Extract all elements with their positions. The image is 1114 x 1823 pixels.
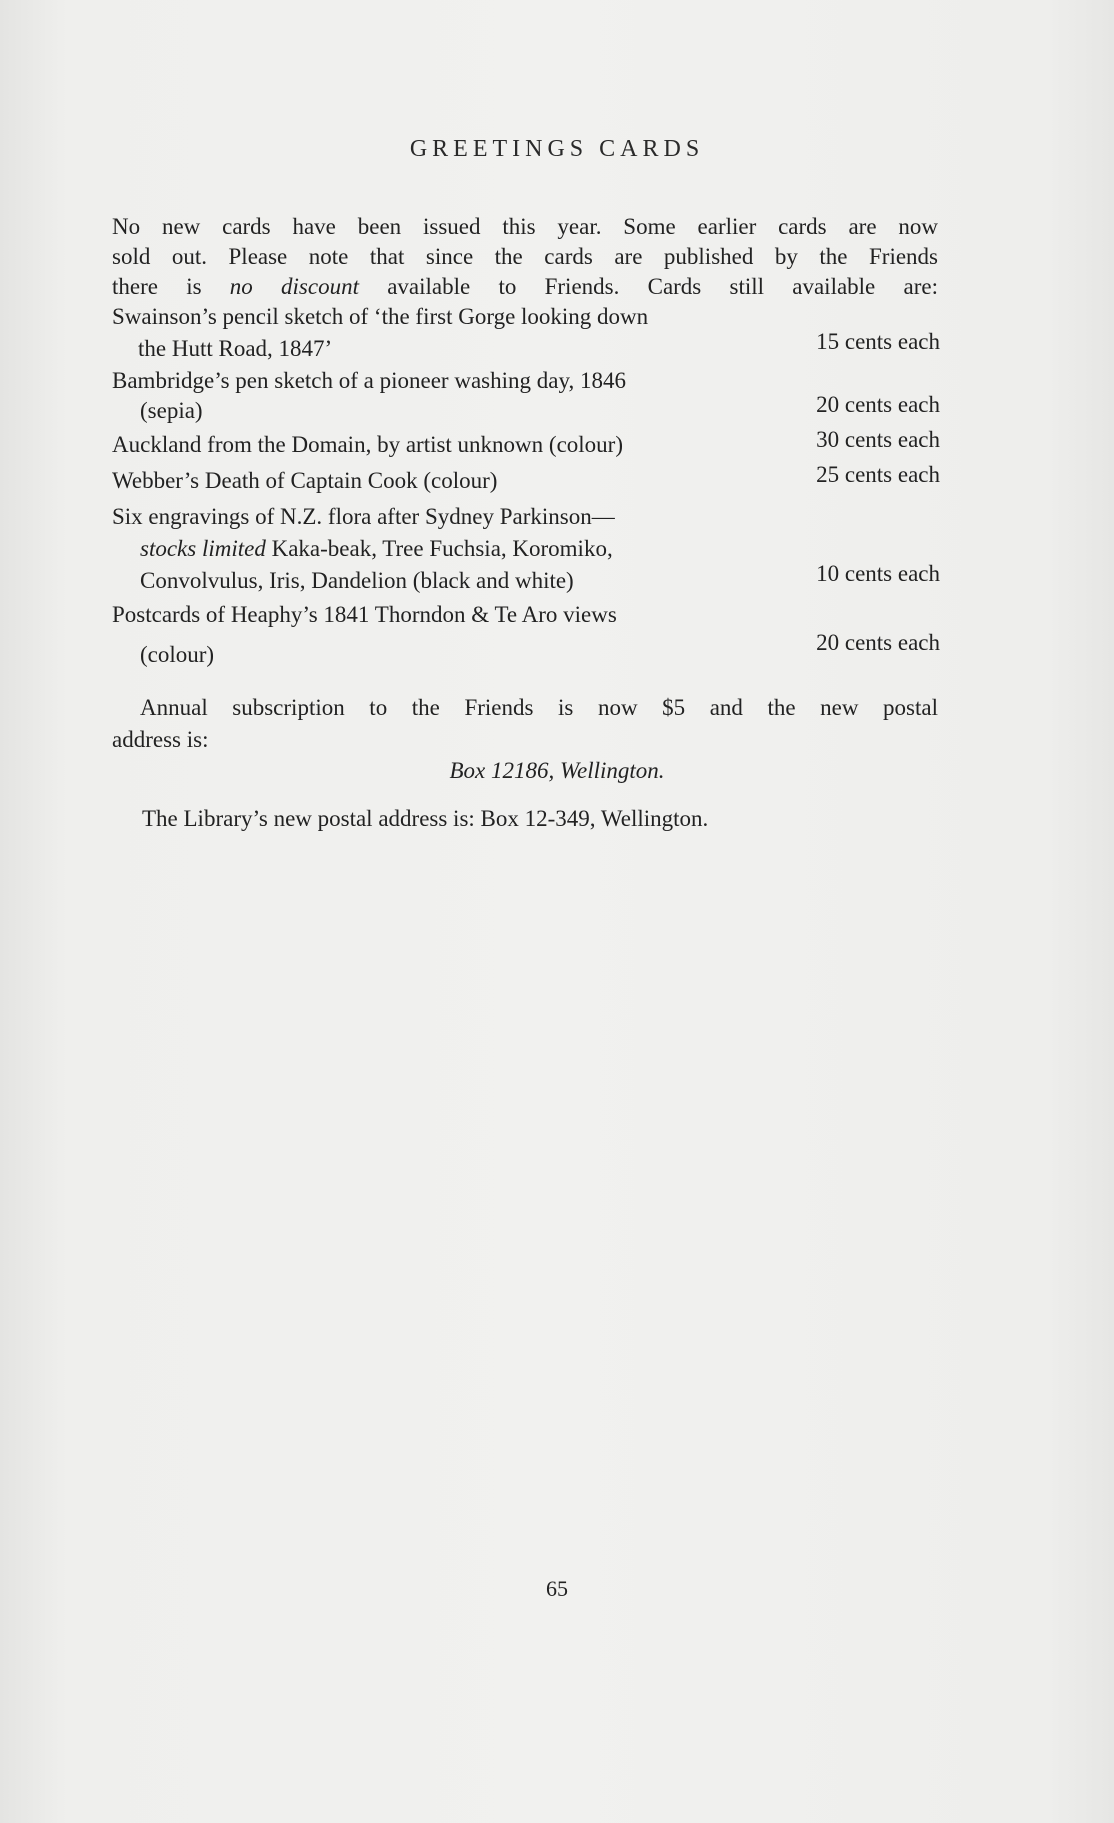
item-6-line-2: (colour) [140, 642, 215, 667]
subscription-paragraph [112, 693, 938, 723]
item-5-line-1: Six engravings of N.Z. flora after Sydney Parkinson— [112, 504, 615, 529]
item-4-price: 25 cents each [816, 462, 940, 487]
item-2-line-2: (sepia) [140, 398, 203, 423]
item-6-price: 20 cents each [816, 630, 940, 655]
item-5-price: 10 cents each [816, 561, 940, 586]
item-3-line-1: Auckland from the Domain, by artist unknown (colour) [112, 432, 623, 457]
item-5-line-3: Convolvulus, Iris, Dandelion (black and white) [140, 568, 574, 593]
intro-line-1: No new cards have been issued this year. Some earlier cards are now [112, 214, 938, 239]
library-postal-address: The Library’s new postal address is: Box 12-349, Wellington. [142, 806, 709, 831]
item-1-price: 15 cents each [816, 329, 940, 354]
intro-line-3 [112, 272, 938, 302]
item-1-line-1: Swainson’s pencil sketch of ‘the first Gorge looking down [112, 304, 649, 329]
page-title: GREETINGS CARDS [409, 136, 705, 162]
friends-postal-address: Box 12186, Wellington. [449, 758, 665, 783]
item-3-price: 30 cents each [816, 427, 940, 452]
page-number: 65 [546, 1576, 568, 1601]
item-2-price: 20 cents each [816, 392, 940, 417]
item-2-line-1: Bambridge’s pen sketch of a pioneer washing day, 1846 [112, 368, 626, 393]
item-4-line-1: Webber’s Death of Captain Cook (colour) [112, 468, 498, 493]
no-discount-emphasis: no discount [229, 274, 359, 299]
item-5-line-2-post: Kaka-beak, Tree Fuchsia, Koromiko, [265, 536, 613, 561]
item-5-line-2 [140, 534, 613, 564]
item-6-line-1: Postcards of Heaphy’s 1841 Thorndon & Te Aro views [112, 602, 617, 627]
subscription-line-2: address is: [112, 727, 209, 752]
subscription-line-1: Annual subscription to the Friends is now $5 and the new postal [140, 695, 938, 720]
item-1-line-2: the Hutt Road, 1847’ [138, 336, 333, 361]
intro-line-3-post: available to Friends. Cards still available are: [358, 274, 938, 299]
intro-paragraph [112, 212, 938, 302]
intro-line-3-pre: there is [112, 274, 230, 299]
intro-line-2: sold out. Please note that since the cards are published by the Friends [112, 244, 938, 269]
stocks-limited-emphasis: stocks limited [140, 536, 266, 561]
